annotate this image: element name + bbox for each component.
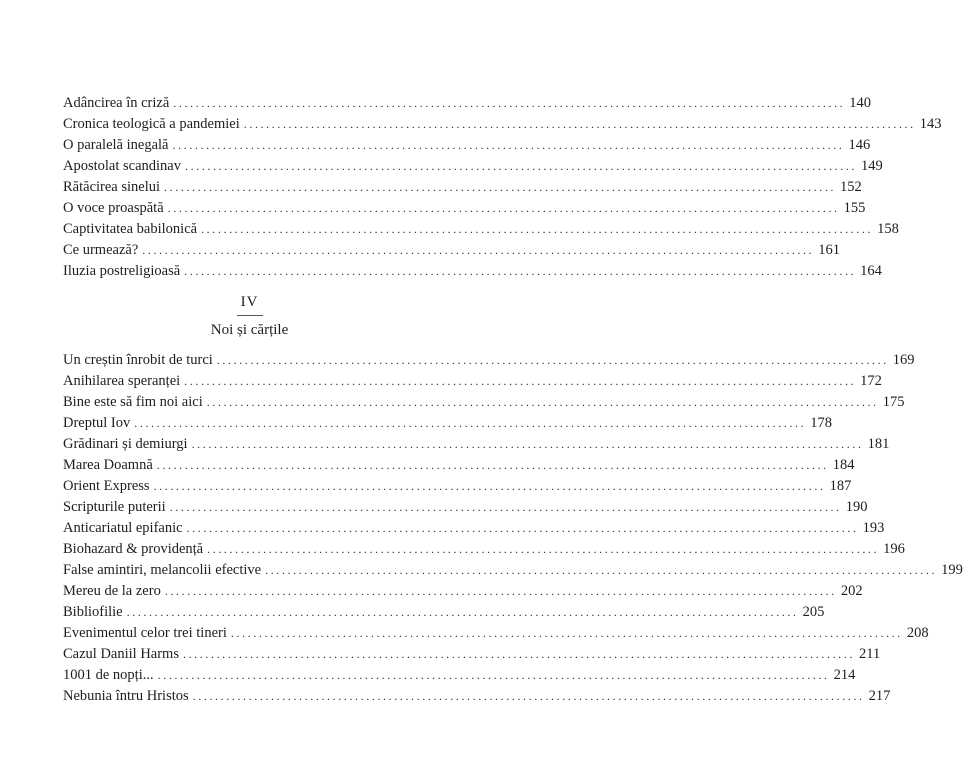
toc-entry-title: Grădinari și demiurgi: [63, 436, 188, 452]
toc-entry: [63, 198, 866, 219]
toc-entry-title: Rătăcirea sinelui: [63, 179, 161, 195]
dot-leader: ........................................................................................................................: [216, 353, 889, 367]
toc-list-bottom: [63, 350, 963, 707]
toc-entry-title: Iluzia postreligioasă: [63, 263, 181, 279]
toc-entry: [63, 434, 890, 455]
toc-entry-page-number: 187: [829, 478, 852, 494]
toc-entry-page-number: 178: [810, 415, 832, 431]
toc-entry-title: Adâncirea în criză: [63, 95, 170, 111]
toc-list-top: [63, 93, 942, 282]
toc-entry-page-number: 217: [868, 688, 891, 704]
toc-entry-title: Captivitatea babilonică: [63, 221, 198, 237]
toc-entry-title: Marea Doamnă: [63, 457, 153, 473]
toc-entry: [63, 114, 942, 135]
dot-leader: ........................................................................................................................: [164, 180, 837, 194]
toc-entry: [63, 93, 872, 114]
toc-entry: [63, 581, 863, 602]
dot-leader: ........................................................................................................................: [164, 584, 837, 598]
toc-entry-title: Bibliofilie: [63, 604, 123, 620]
toc-entry: [63, 455, 855, 476]
dot-leader: ........................................................................................................................: [167, 201, 840, 215]
toc-entry-page-number: 214: [833, 667, 856, 683]
toc-entry-title: Bine este să fim noi aici: [63, 394, 203, 410]
toc-entry-page-number: 161: [818, 242, 841, 258]
toc-entry-page-number: 158: [877, 221, 899, 237]
dot-leader: ........................................................................................................................: [173, 96, 846, 110]
toc-entry-page-number: 196: [883, 541, 905, 557]
toc-entry-title: Cronica teologică a pandemiei: [63, 116, 240, 132]
toc-entry: [63, 560, 963, 581]
section-heading: [0, 293, 499, 340]
toc-entry: [63, 686, 891, 707]
dot-leader: ........................................................................................................................: [184, 264, 857, 278]
toc-entry: [63, 177, 862, 198]
toc-entry-page-number: 193: [862, 520, 885, 536]
toc-entry: [63, 518, 885, 539]
dot-leader: ........................................................................................................................: [156, 458, 829, 472]
dot-leader: ........................................................................................................................: [182, 647, 855, 661]
toc-entry-title: Cazul Daniil Harms: [63, 646, 179, 662]
toc-entry: [63, 539, 905, 560]
dot-leader: ........................................................................................................................: [243, 117, 916, 131]
dot-leader: ........................................................................................................................: [134, 416, 807, 430]
toc-entry-title: Apostolat scandinav: [63, 158, 181, 174]
toc-entry-page-number: 190: [845, 499, 868, 515]
dot-leader: ........................................................................................................................: [185, 159, 857, 173]
toc-entry-page-number: 202: [840, 583, 863, 599]
toc-entry-page-number: 155: [843, 200, 866, 216]
toc-entry: [63, 350, 915, 371]
toc-entry-page-number: 149: [861, 158, 883, 174]
toc-entry-page-number: 152: [840, 179, 862, 195]
toc-entry-page-number: 181: [867, 436, 890, 452]
toc-entry-page-number: 211: [858, 646, 881, 662]
toc-entry-page-number: 146: [848, 137, 871, 153]
dot-leader: ........................................................................................................................: [265, 563, 938, 577]
toc-entry: [63, 644, 881, 665]
dot-leader: ........................................................................................................................: [207, 542, 880, 556]
dot-leader: ........................................................................................................................: [206, 395, 879, 409]
toc-entry-title: False amintiri, melancolii efective: [63, 562, 262, 578]
dot-leader: ........................................................................................................................: [192, 689, 865, 703]
dot-leader: ........................................................................................................................: [172, 138, 845, 152]
section-numeral: IV: [240, 294, 259, 310]
toc-entry-page-number: 184: [832, 457, 855, 473]
toc-entry: [63, 602, 825, 623]
dot-leader: ........................................................................................................................: [126, 605, 799, 619]
toc-entry: [63, 219, 899, 240]
toc-entry-title: Anticariatul epifanic: [63, 520, 183, 536]
toc-entry-page-number: 143: [919, 116, 942, 132]
toc-entry-title: Orient Express: [63, 478, 150, 494]
toc-entry: [63, 665, 856, 686]
toc-entry-page-number: 199: [941, 562, 963, 578]
toc-entry-title: Ce urmează?: [63, 242, 139, 258]
dot-leader: ........................................................................................................................: [142, 243, 815, 257]
toc-entry-page-number: 172: [860, 373, 882, 389]
dot-leader: ........................................................................................................................: [186, 521, 859, 535]
toc-entry-page-number: 208: [906, 625, 929, 641]
toc-entry-page-number: 140: [849, 95, 872, 111]
toc-entry-title: Nebunia întru Hristos: [63, 688, 189, 704]
toc-entry: [63, 623, 929, 644]
toc-entry-page-number: 175: [882, 394, 905, 410]
section-divider: [237, 315, 263, 316]
toc-entry-title: Scripturile puterii: [63, 499, 166, 515]
dot-leader: ........................................................................................................................: [169, 500, 842, 514]
dot-leader: ........................................................................................................................: [230, 626, 903, 640]
toc-entry: [63, 476, 852, 497]
dot-leader: ........................................................................................................................: [153, 479, 826, 493]
toc-entry-title: Mereu de la zero: [63, 583, 161, 599]
toc-entry: [63, 156, 883, 177]
toc-entry-title: O voce proaspătă: [63, 200, 164, 216]
toc-entry: [63, 497, 868, 518]
toc-entry-title: Dreptul Iov: [63, 415, 131, 431]
toc-entry-title: O paralelă inegală: [63, 137, 169, 153]
toc-entry-title: Biohazard & providență: [63, 541, 204, 557]
toc-entry-page-number: 169: [892, 352, 915, 368]
dot-leader: ........................................................................................................................: [191, 437, 864, 451]
toc-entry: [63, 413, 832, 434]
toc-entry: [63, 135, 871, 156]
toc-entry-title: 1001 de nopți...: [63, 667, 154, 683]
toc-entry-page-number: 205: [802, 604, 825, 620]
toc-entry: [63, 371, 882, 392]
toc-entry-page-number: 164: [860, 263, 882, 279]
toc-entry-title: Un creștin înrobit de turci: [63, 352, 213, 368]
section-title: Noi și cărțile: [210, 322, 289, 338]
toc-entry-title: Anihilarea speranței: [63, 373, 181, 389]
toc-entry: [63, 240, 841, 261]
toc-entry-title: Evenimentul celor trei tineri: [63, 625, 227, 641]
dot-leader: ........................................................................................................................: [201, 222, 874, 236]
dot-leader: ........................................................................................................................: [157, 668, 830, 682]
toc-entry: [63, 392, 905, 413]
toc-entry: [63, 261, 882, 282]
dot-leader: ........................................................................................................................: [184, 374, 857, 388]
